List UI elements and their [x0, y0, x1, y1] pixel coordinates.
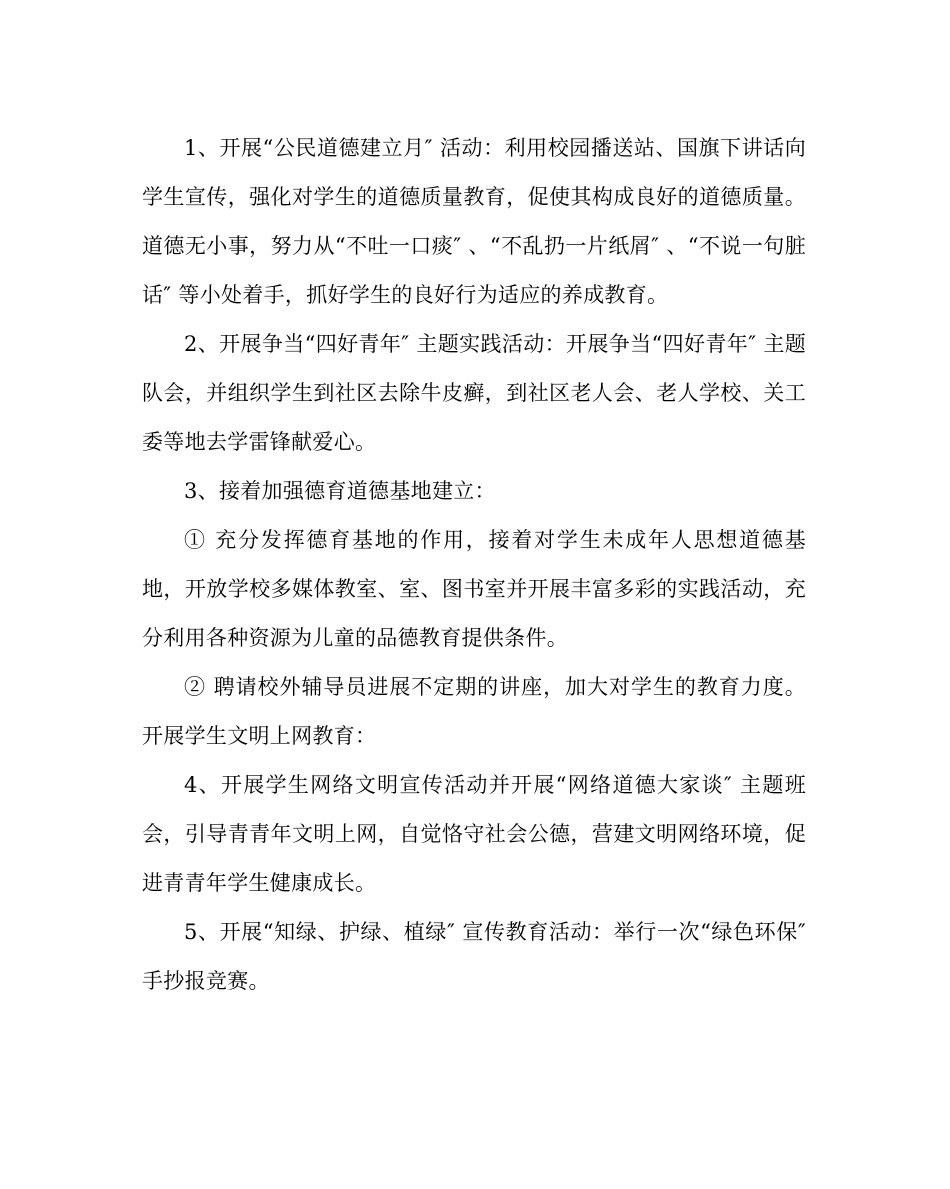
paragraph-5: ② 聘请校外辅导员进展不定期的讲座，加大对学生的教育力度。开展学生文明上网教育： — [142, 675, 806, 748]
paragraph-3: 3、接着加强德育道德基地建立： — [184, 479, 496, 503]
paragraph-4: ① 充分发挥德育基地的作用，接着对学生未成年人思想道德基地，开放学校多媒体教室、室、图书室并开展丰富多彩的实践活动，充分利用各种资源为儿童的品德教育提供条件。 — [142, 528, 806, 650]
paragraph-6: 4、开展学生网络文明宣传活动并开展“网络道德大家谈″ 主题班会，引导青青年文明上网，自觉恪守社会公德，营建文明网络环境，促进青青年学生健康成长。 — [142, 773, 806, 895]
paragraph-7: 5、开展“知绿、护绿、植绿″ 宣传教育活动：举行一次“绿色环保″ 手抄报竞赛。 — [142, 920, 806, 993]
document-body — [142, 124, 806, 1006]
paragraph-2: 2、开展争当“四好青年″ 主题实践活动：开展争当“四好青年″ 主题队会，并组织学生到社区去除牛皮癣，到社区老人会、老人学校、关工委等地去学雷锋献爱心。 — [142, 332, 806, 454]
paragraph-1: 1、开展“公民道德建立月″ 活动：利用校园播送站、国旗下讲话向学生宣传，强化对学生的道德质量教育，促使其构成良好的道德质量。道德无小事，努力从“不吐一口痰″ 、“不乱扔一片纸屑″ 、“不说一句脏话″ 等小处着手，抓好学生的良好行为适应的养成教育。 — [142, 136, 806, 307]
